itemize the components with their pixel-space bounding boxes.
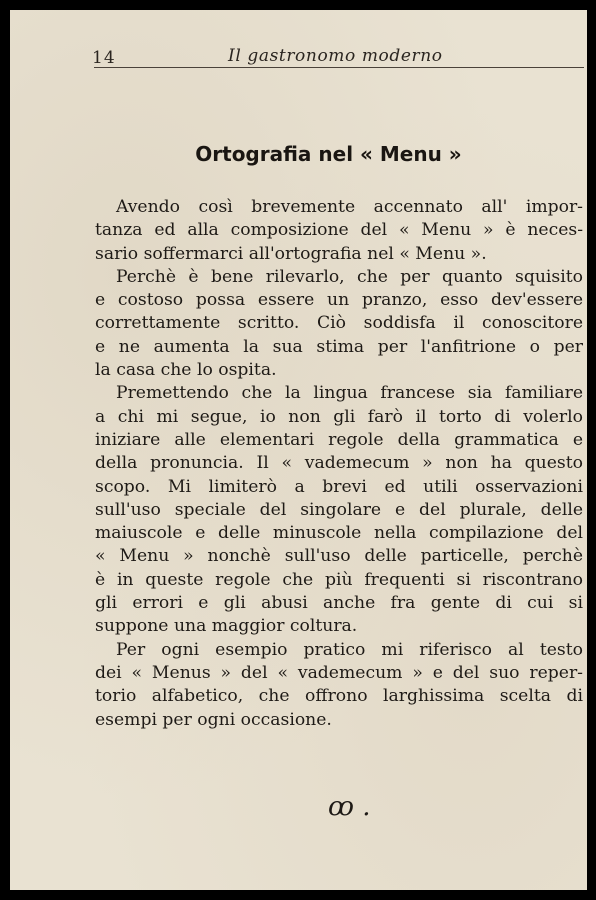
text-line: iniziare alle elementari regole della grammatica e <box>95 429 583 450</box>
text-line: torio alfabetico, che offrono larghissima scelta di <box>95 686 583 707</box>
book-page <box>10 10 587 890</box>
text-line: Per ogni esempio pratico mi riferisco al testo <box>116 639 583 660</box>
text-line: tanza ed alla composizione del « Menu » è neces- <box>95 220 583 241</box>
text-line: e ne aumenta la sua stima per l'anfitrione o per <box>95 336 583 357</box>
end-ornament: ꝏ . <box>328 792 371 822</box>
text-line: scopo. Mi limiterò a brevi ed utili osservazioni <box>95 476 583 497</box>
paragraph <box>95 639 583 732</box>
text-line: sull'uso speciale del singolare e del plurale, delle <box>95 499 583 520</box>
section-title-text: Ortografia nel « Menu » <box>195 142 462 166</box>
text-line: dei « Menus » del « vademecum » e del suo reper- <box>95 662 583 683</box>
text-line: e costoso possa essere un pranzo, esso dev'essere <box>95 290 583 311</box>
text-line: correttamente scritto. Ciò soddisfa il conoscitore <box>95 313 583 334</box>
paragraph <box>95 266 583 382</box>
text-line: Avendo così brevemente accennato all' impor- <box>116 197 583 217</box>
text-line: maiuscole e delle minuscole nella compilazione del <box>95 523 583 544</box>
paragraph <box>95 196 583 266</box>
text-line: a chi mi segue, io non gli farò il torto di volerlo <box>95 406 583 427</box>
body-text <box>95 196 583 732</box>
page-number: 14 <box>92 48 116 68</box>
header-rule <box>94 67 584 68</box>
text-line: suppone una maggior coltura. <box>95 616 358 637</box>
text-line: « Menu » nonchè sull'uso delle particelle, perchè <box>95 546 583 567</box>
text-line: gli errori e gli abusi anche fra gente di cui si <box>95 593 583 614</box>
text-line: della pronuncia. Il « vademecum » non ha questo <box>95 453 583 474</box>
paragraph <box>95 382 583 638</box>
running-title: Il gastronomo moderno <box>228 46 443 66</box>
running-header <box>10 44 587 68</box>
text-line: esempi per ogni occasione. <box>95 709 332 730</box>
text-line: sario soffermarci all'ortografia nel « Menu ». <box>95 243 487 264</box>
text-line: Premettendo che la lingua francese sia familiare <box>116 383 583 404</box>
text-line: la casa che lo ospita. <box>95 360 277 381</box>
text-line: Perchè è bene rilevarlo, che per quanto squisito <box>116 266 583 287</box>
text-line: è in queste regole che più frequenti si riscontrano <box>95 569 583 590</box>
section-title <box>10 142 587 166</box>
